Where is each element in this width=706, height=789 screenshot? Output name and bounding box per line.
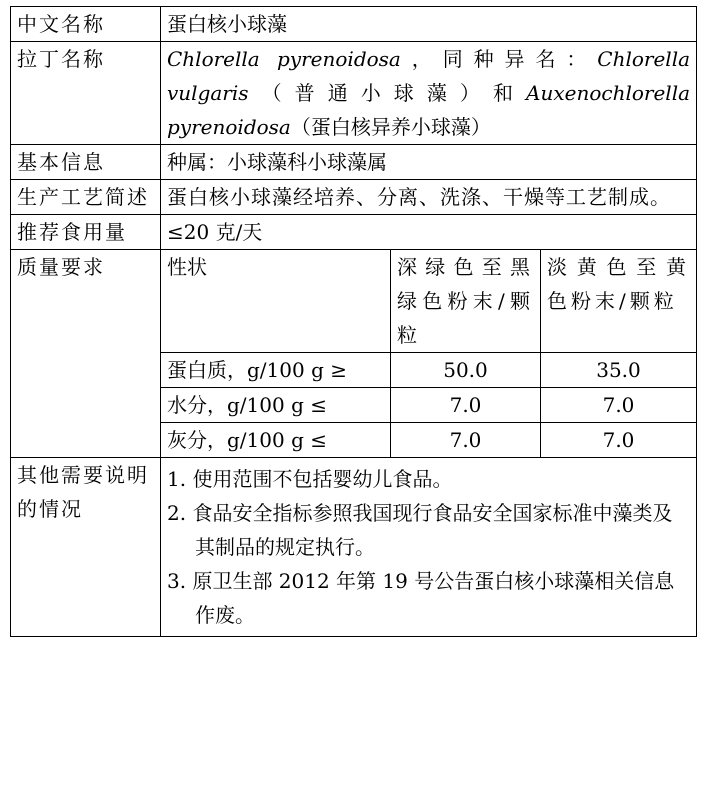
process-label: 生产工艺简述 (11, 180, 161, 215)
protein-label: 蛋白质，g/100 g ≥ (161, 353, 391, 388)
ash-value-2: 7.0 (541, 423, 697, 458)
row-notes (11, 458, 697, 637)
row-chinese-name (11, 7, 697, 42)
row-quality-appearance (11, 250, 697, 353)
appearance-label: 性状 (161, 250, 391, 353)
latin-name-label: 拉丁名称 (11, 42, 161, 145)
moisture-value-1: 7.0 (391, 388, 541, 423)
notes-label: 其他需要说明的情况 (11, 458, 161, 637)
appearance-value-2: 淡黄色至黄色粉末/颗粒 (541, 250, 697, 353)
latin-name-synonym-1: Chlorella vulgaris (167, 47, 691, 105)
note-item-1: 1. 使用范围不包括婴幼儿食品。 (167, 467, 453, 491)
ash-value-1: 7.0 (391, 423, 541, 458)
row-intake (11, 215, 697, 250)
latin-name-value (161, 42, 697, 145)
latin-name-common-1: （普通小球藻）和 (248, 81, 527, 105)
moisture-label: 水分，g/100 g ≤ (161, 388, 391, 423)
row-process (11, 180, 697, 215)
intake-label: 推荐食用量 (11, 215, 161, 250)
notes-value (161, 458, 697, 637)
process-value: 蛋白核小球藻经培养、分离、洗涤、干燥等工艺制成。 (161, 180, 697, 215)
quality-label: 质量要求 (11, 250, 161, 458)
row-latin-name (11, 42, 697, 145)
latin-name-synonym-2: Auxenochlorella pyrenoidosa (167, 81, 691, 139)
basic-info-value: 种属：小球藻科小球藻属 (161, 145, 697, 180)
appearance-value-1: 深绿色至黑绿色粉末/颗粒 (391, 250, 541, 353)
latin-name-primary: Chlorella pyrenoidosa (167, 47, 401, 71)
intake-value: ≤20 克/天 (161, 215, 697, 250)
note-item-3: 3. 原卫生部 2012 年第 19 号公告蛋白核小球藻相关信息作废。 (167, 569, 675, 627)
basic-info-label: 基本信息 (11, 145, 161, 180)
moisture-value-2: 7.0 (541, 388, 697, 423)
protein-value-2: 35.0 (541, 353, 697, 388)
chinese-name-label: 中文名称 (11, 7, 161, 42)
ash-label: 灰分，g/100 g ≤ (161, 423, 391, 458)
latin-name-sep: ，同种异名： (400, 47, 598, 71)
spec-table (10, 6, 697, 637)
chinese-name-value: 蛋白核小球藻 (161, 7, 697, 42)
latin-name-common-2: （蛋白核异养小球藻） (290, 115, 491, 139)
protein-value-1: 50.0 (391, 353, 541, 388)
note-item-2: 2. 食品安全指标参照我国现行食品安全国家标准中藻类及其制品的规定执行。 (167, 501, 673, 559)
row-basic-info (11, 145, 697, 180)
